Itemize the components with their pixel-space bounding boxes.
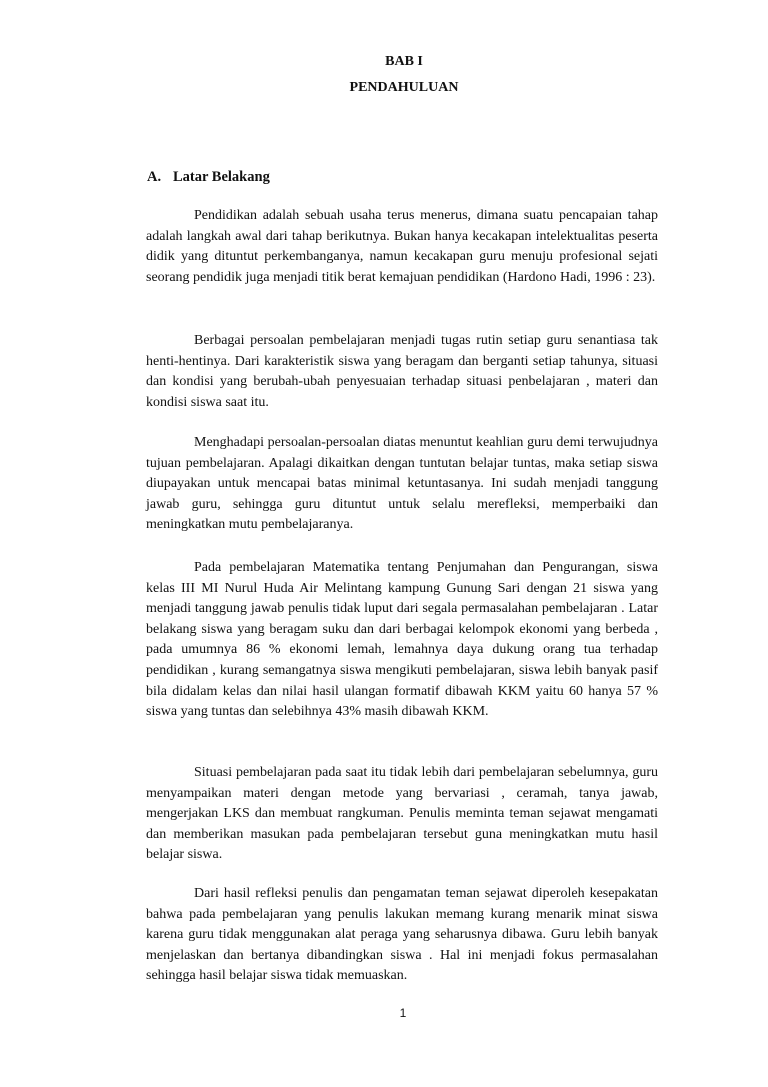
- page-number: 1: [399, 1006, 407, 1020]
- section-letter: A.: [147, 169, 162, 185]
- paragraph-6: Dari hasil refleksi penulis dan pengamatan teman sejawat diperoleh kesepakatan bahwa pada pembelajaran yang penulis lakukan memang kurang menarik minat siswa karena guru tidak menggunakan alat peraga yang seharusnya dibawa. Guru lebih banyak menjelaskan dan bertanya dibandingkan siswa . Hal ini menjadi fokus permasalahan sehingga hasil belajar siswa tidak memuaskan.: [146, 886, 658, 984]
- paragraph-2: Berbagai persoalan pembelajaran menjadi tugas rutin setiap guru senantiasa tak henti-hentinya. Dari karakteristik siswa yang beragam dan berganti setiap tahunya, situasi dan kondisi yang berubah-ubah penyesuaian terhadap situasi penbelajaran , materi dan kondisi siswa saat itu.: [146, 333, 658, 410]
- paragraph-4: Pada pembelajaran Matematika tentang Penjumahan dan Pengurangan, siswa kelas III MI Nurul Huda Air Melintang kampung Gunung Sari dengan 21 siswa yang menjadi tanggung jawab penulis tidak luput dari segala permasalahan pembelajaran . Latar belakang siswa yang beragam suku dan dari berbagai kelompok ekonomi yang berbeda , pada umumnya 86 % ekonomi lemah, lemahnya daya dukung orang tua terhadap pendidikan , kurang semangatnya siswa mengikuti pembelajaran, siswa lebih banyak pasif bila didalam kelas dan nilai hasil ulangan formatif dibawah KKM yaitu 60 hanya 57 % siswa yang tuntas dan selebihnya 43% masih dibawah KKM.: [146, 560, 658, 720]
- chapter-title: PENDAHULUAN: [349, 80, 459, 95]
- paragraph-5: Situasi pembelajaran pada saat itu tidak lebih dari pembelajaran sebelumnya, guru menyampaikan materi dengan metode yang bervariasi , ceramah, tanya jawab, mengerjakan LKS dan membuat rangkuman. Penulis meminta teman sejawat mengamati dan memberikan masukan pada pembelajaran tersebut guna meningkatkan mutu hasil belajar siswa.: [146, 765, 658, 863]
- paragraph-1: Pendidikan adalah sebuah usaha terus menerus, dimana suatu pencapaian tahap adalah langkah awal dari tahap berikutnya. Bukan hanya kecakapan intelektualitas peserta didik yang dituntut perkembanganya, namun kecakapan guru menuju profesional sejati seorang pendidik juga menjadi titik berat kemajuan pendidikan (Hardono Hadi, 1996 : 23).: [146, 208, 658, 285]
- chapter-number: BAB I: [385, 54, 423, 69]
- section-title: Latar Belakang: [173, 169, 270, 185]
- section-heading: [147, 167, 270, 187]
- paragraph-3: Menghadapi persoalan-persoalan diatas menuntut keahlian guru demi terwujudnya tujuan pembelajaran. Apalagi dikaitkan dengan tuntutan belajar tuntas, maka setiap siswa diupayakan untuk mencapai batas minimal ketuntasanya. Ini sudah menjadi tanggung jawab guru, sehingga guru dituntut untuk selalu merefleksi, memperbaiki dan meningkatkan mutu pembelajaranya.: [146, 435, 658, 533]
